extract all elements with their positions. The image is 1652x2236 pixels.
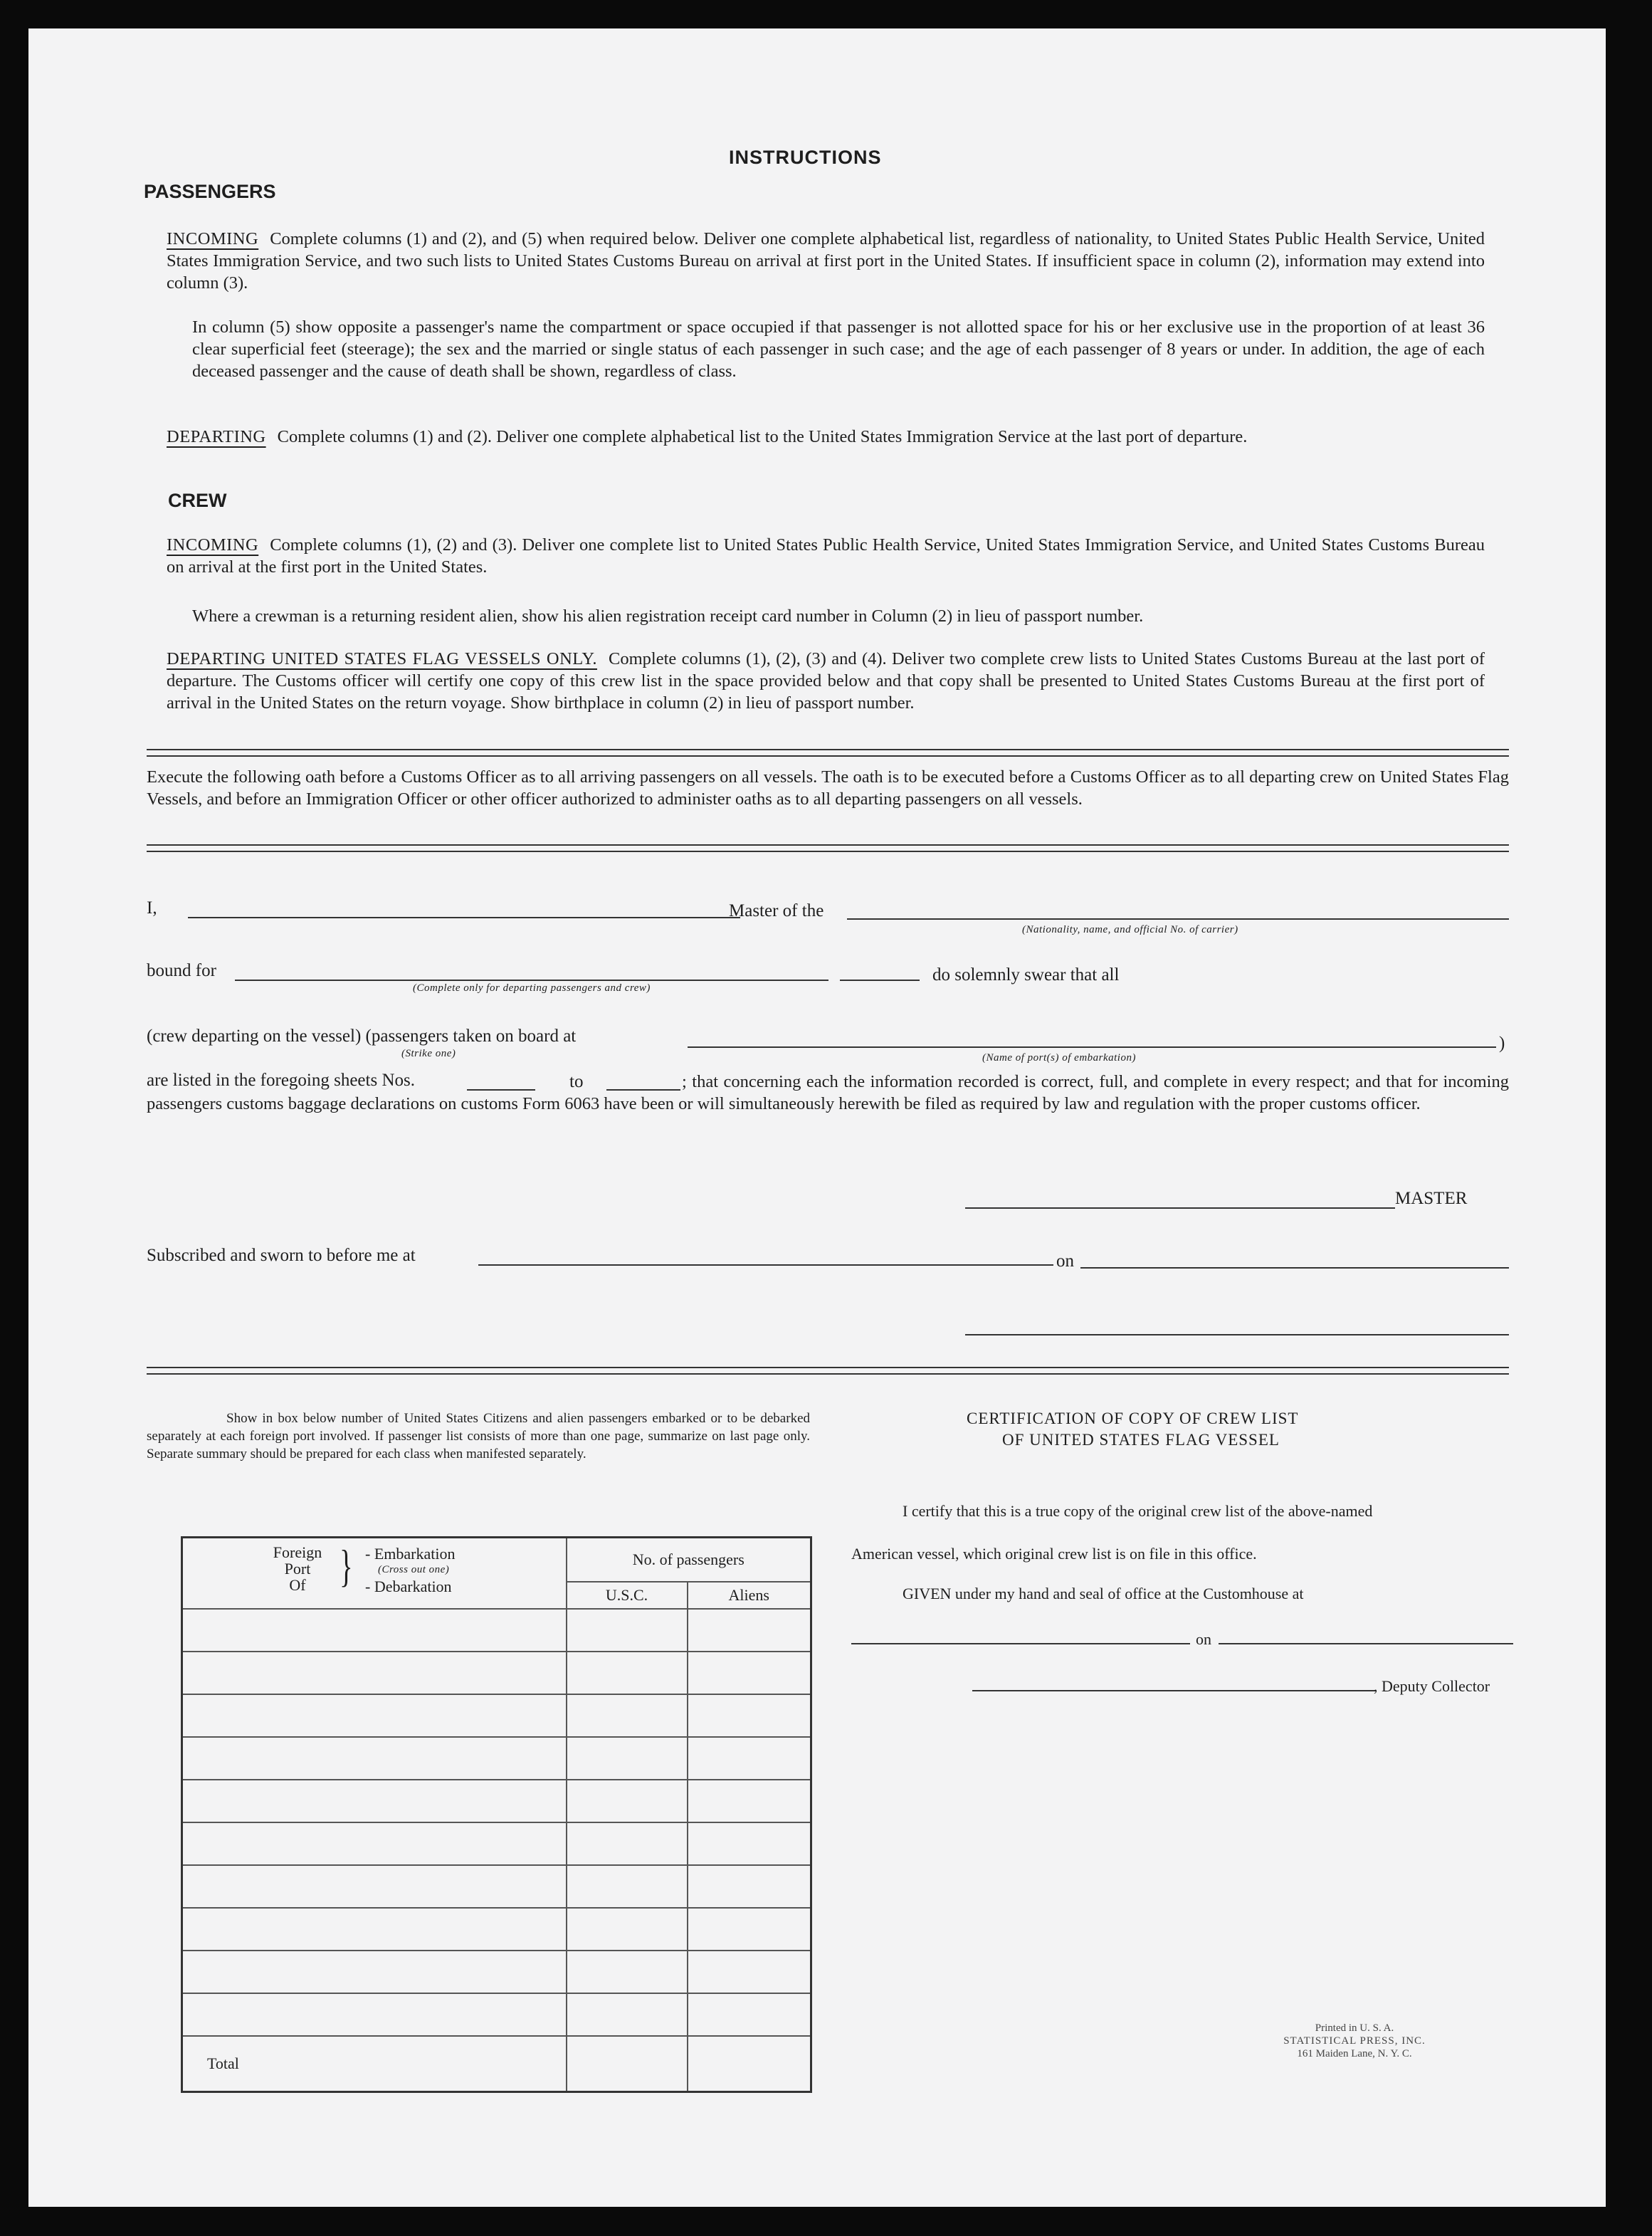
- port-hint: (Name of port(s) of embarkation): [982, 1052, 1136, 1064]
- table-row: [182, 1780, 811, 1822]
- port-cell[interactable]: [182, 1737, 567, 1780]
- to-label: to: [569, 1072, 584, 1091]
- usc-header: U.S.C.: [567, 1582, 688, 1609]
- usc-cell[interactable]: [567, 1737, 688, 1780]
- crew-departing-oath-text: (crew departing on the vessel) (passengers taken on board at: [147, 1027, 577, 1046]
- table-row: [182, 1908, 811, 1951]
- passengers-incoming-label: INCOMING: [167, 229, 259, 248]
- officer-signature-field[interactable]: [965, 1334, 1509, 1335]
- oath-statement: ; that concerning each the information recorded is correct, full, and complete in every respect; and that for incoming passengers customs baggage declarations on customs Form 6063 have been or will simultaneously herewith be filed as required by law and regulation with the proper customs officer.: [147, 1072, 1509, 1113]
- cert-date-field[interactable]: [1219, 1643, 1513, 1644]
- table-row: [182, 1737, 811, 1780]
- form-page: [28, 28, 1606, 2207]
- aliens-cell[interactable]: [688, 1694, 811, 1737]
- usc-cell[interactable]: [567, 1694, 688, 1737]
- cross-out-hint: (Cross out one): [378, 1564, 450, 1575]
- aliens-header: Aliens: [688, 1582, 811, 1609]
- close-paren: ): [1499, 1034, 1505, 1053]
- bound-for-field-2[interactable]: [840, 980, 920, 981]
- resident-alien-paragraph: Where a crewman is a returning resident alien, show his alien registration receipt card number in Column (2) in lieu of passport number.: [192, 607, 1144, 626]
- aliens-cell[interactable]: [688, 1780, 811, 1822]
- table-row: [182, 1865, 811, 1908]
- column5-paragraph: In column (5) show opposite a passenger's name the compartment or space occupied if that passenger is not allotted space for his or her exclusive use in the proportion of at least 36 clear superficial feet (steerage); the sex and the married or single status of each passenger in such case; and the age of each passenger of 8 years or under. In addition, the age of each deceased passenger and the cause of death shall be shown, regardless of class.: [192, 317, 1485, 381]
- bound-hint: (Complete only for departing passengers and crew): [413, 982, 651, 994]
- brace-icon: }: [340, 1540, 353, 1591]
- debarkation-label: - Debarkation: [365, 1578, 452, 1595]
- port-header-cell: [182, 1538, 567, 1609]
- usc-cell[interactable]: [567, 1951, 688, 1993]
- carrier-hint: (Nationality, name, and official No. of carrier): [1022, 924, 1238, 935]
- total-row: [182, 2036, 811, 2092]
- aliens-cell[interactable]: [688, 1609, 811, 1652]
- embarkation-port-field[interactable]: [688, 1046, 1496, 1048]
- certify-line-3: GIVEN under my hand and seal of office at the Customhouse at: [903, 1585, 1304, 1602]
- passengers-departing-label: DEPARTING: [167, 427, 266, 446]
- aliens-cell[interactable]: [688, 1951, 811, 1993]
- crew-incoming-label: INCOMING: [167, 535, 259, 555]
- table-row: [182, 1993, 811, 2036]
- oath-i-label: I,: [147, 898, 157, 918]
- port-cell[interactable]: [182, 1865, 567, 1908]
- oath-intro: Execute the following oath before a Customs Officer as to all arriving passengers on all vessels. The oath is to be executed before a Customs Officer as to all departing crew on United States Flag Vessels, and before an Immigration Officer or other officer authorized to administer oaths as to all departing passengers on all vessels.: [147, 767, 1509, 809]
- passengers-departing-paragraph: [167, 426, 1485, 448]
- usc-cell[interactable]: [567, 1993, 688, 2036]
- total-label: Total: [182, 2036, 567, 2092]
- crew-departing-paragraph: [167, 648, 1485, 714]
- total-usc-cell[interactable]: [567, 2036, 688, 2092]
- crew-incoming-text: Complete columns (1), (2) and (3). Deliver one complete list to United States Public Health Service, United States Immigration Service, and United States Customs Bureau on arrival at the first port in the United States.: [167, 535, 1485, 577]
- aliens-cell[interactable]: [688, 1993, 811, 2036]
- divider: [147, 1367, 1509, 1375]
- passengers-departing-text: Complete columns (1) and (2). Deliver one complete alphabetical list to the United States Immigration Service at the last port of departure.: [277, 427, 1248, 446]
- passengers-heading: PASSENGERS: [144, 181, 276, 202]
- bound-for-field[interactable]: [235, 980, 828, 981]
- crew-departing-label: DEPARTING UNITED STATES FLAG VESSELS ONLY.: [167, 649, 597, 668]
- deputy-signature-field[interactable]: [972, 1690, 1375, 1691]
- port-cell[interactable]: [182, 1780, 567, 1822]
- aliens-cell[interactable]: [688, 1652, 811, 1694]
- table-row: [182, 1609, 811, 1652]
- port-cell[interactable]: [182, 1993, 567, 2036]
- master-label: MASTER: [1395, 1189, 1468, 1208]
- table-row: [182, 1652, 811, 1694]
- divider: [147, 844, 1509, 852]
- summary-note: Show in box below number of United States Citizens and alien passengers embarked or to be debarked separately at each foreign port involved. If passenger list consists of more than one page, summarize on last page only. Separate summary should be prepared for each class when manifested separately.: [147, 1411, 810, 1461]
- port-cell[interactable]: [182, 1652, 567, 1694]
- table-row: [182, 1694, 811, 1737]
- subscribed-label: Subscribed and sworn to before me at: [147, 1246, 416, 1265]
- foreign-label: Foreign: [273, 1543, 322, 1561]
- carrier-field[interactable]: [847, 918, 1509, 920]
- printer-imprint: [1266, 2022, 1443, 2060]
- strike-one-hint: (Strike one): [401, 1048, 456, 1059]
- sheets-label: are listed in the foregoing sheets Nos.: [147, 1071, 415, 1090]
- certification-title-2: OF UNITED STATES FLAG VESSEL: [1002, 1431, 1280, 1449]
- port-label: Port: [284, 1560, 311, 1578]
- port-cell[interactable]: [182, 1951, 567, 1993]
- passengers-incoming-text: Complete columns (1) and (2), and (5) when required below. Deliver one complete alphabetical list, regardless of nationality, to United States Public Health Service, United States Immigration Service, and two such lists to United States Customs Bureau on arrival at first port in the United States. If insufficient space in column (2), information may extend into column (3).: [167, 229, 1485, 293]
- usc-cell[interactable]: [567, 1865, 688, 1908]
- total-aliens-cell[interactable]: [688, 2036, 811, 2092]
- passenger-summary-table: [181, 1536, 812, 2093]
- usc-cell[interactable]: [567, 1652, 688, 1694]
- master-name-field[interactable]: [188, 917, 740, 918]
- table-row: [182, 1951, 811, 1993]
- master-of-label: Master of the: [729, 901, 824, 920]
- customhouse-field[interactable]: [851, 1643, 1190, 1644]
- sworn-place-field[interactable]: [478, 1264, 1053, 1266]
- no-of-passengers-header: No. of passengers: [567, 1538, 811, 1582]
- usc-cell[interactable]: [567, 1822, 688, 1865]
- printer-line-3: 161 Maiden Lane, N. Y. C.: [1297, 2048, 1412, 2059]
- on-label: on: [1056, 1251, 1074, 1271]
- aliens-cell[interactable]: [688, 1737, 811, 1780]
- usc-cell[interactable]: [567, 1780, 688, 1822]
- divider: [147, 749, 1509, 757]
- crew-incoming-paragraph: [167, 534, 1485, 578]
- port-cell[interactable]: [182, 1609, 567, 1652]
- port-cell[interactable]: [182, 1908, 567, 1951]
- page-title: INSTRUCTIONS: [729, 147, 882, 168]
- swear-label: do solemnly swear that all: [932, 965, 1120, 985]
- aliens-cell[interactable]: [688, 1865, 811, 1908]
- printer-line-1: Printed in U. S. A.: [1315, 2022, 1394, 2034]
- certify-line-2: American vessel, which original crew list is on file in this office.: [851, 1545, 1257, 1563]
- aliens-cell[interactable]: [688, 1822, 811, 1865]
- passengers-incoming-paragraph: [167, 228, 1485, 294]
- deputy-label: , Deputy Collector: [1374, 1677, 1490, 1695]
- printer-line-2: STATISTICAL PRESS, INC.: [1283, 2035, 1426, 2047]
- sworn-date-field[interactable]: [1080, 1267, 1509, 1269]
- crew-departing-text: Complete columns (1), (2), (3) and (4). Deliver two complete crew lists to United States Customs Bureau at the last port of departure. The Customs officer will certify one copy of this crew list in the space provided below and that copy shall be presented to United States Customs Bureau at the first port of arrival in the United States on the return voyage. Show birthplace in column (2) in lieu of passport number.: [167, 649, 1485, 713]
- crew-heading: CREW: [168, 490, 227, 511]
- certification-title-1: CERTIFICATION OF COPY OF CREW LIST: [967, 1410, 1299, 1427]
- table-row: [182, 1822, 811, 1865]
- certify-line-1: I certify that this is a true copy of the original crew list of the above-named: [903, 1502, 1373, 1520]
- bound-for-label: bound for: [147, 961, 216, 980]
- usc-cell[interactable]: [567, 1908, 688, 1951]
- crew-departing-oath: [147, 1027, 576, 1046]
- port-cell[interactable]: [182, 1822, 567, 1865]
- usc-cell[interactable]: [567, 1609, 688, 1652]
- master-signature-field[interactable]: [965, 1207, 1395, 1209]
- of-label: Of: [289, 1576, 306, 1594]
- port-cell[interactable]: [182, 1694, 567, 1737]
- cert-on-label: on: [1196, 1630, 1211, 1648]
- aliens-cell[interactable]: [688, 1908, 811, 1951]
- embarkation-label: - Embarkation: [365, 1545, 456, 1563]
